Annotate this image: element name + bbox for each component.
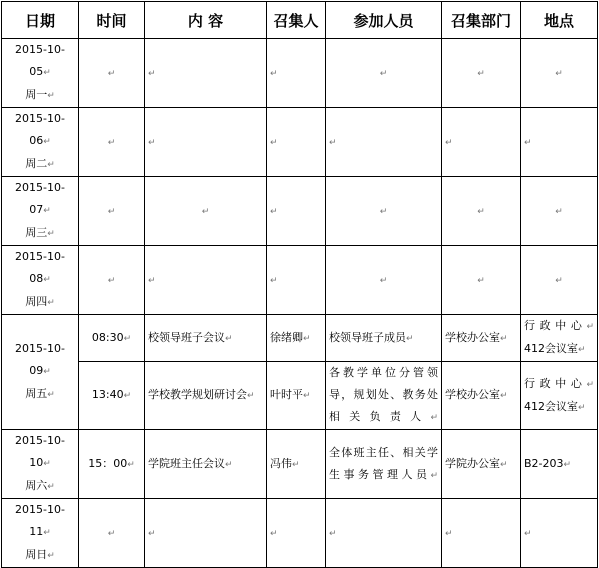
time-cell (79, 362, 145, 430)
time-cell (79, 315, 145, 362)
paragraph-mark-icon: ↵ (47, 91, 55, 101)
paragraph-mark-icon: ↵ (148, 68, 156, 79)
date-cell (2, 39, 79, 108)
schedule-table (1, 1, 598, 568)
paragraph-mark-icon: ↵ (148, 137, 156, 148)
paragraph-mark-icon: ↵ (43, 367, 51, 377)
convener-cell (267, 315, 326, 362)
attendees-cell (326, 315, 442, 362)
table-row (2, 177, 598, 246)
paragraph-mark-icon: ↵ (47, 229, 55, 239)
convener-cell (267, 108, 326, 177)
paragraph-mark-icon: ↵ (563, 459, 572, 470)
paragraph-mark-icon: ↵ (43, 206, 51, 216)
place-cell (521, 499, 598, 568)
paragraph-mark-icon: ↵ (107, 68, 116, 79)
paragraph-mark-icon: ↵ (43, 459, 51, 469)
attendees-cell (326, 430, 442, 499)
paragraph-mark-icon: ↵ (445, 137, 453, 148)
time-cell (79, 177, 145, 246)
paragraph-mark-icon: ↵ (329, 528, 337, 539)
convener-cell (267, 499, 326, 568)
paragraph-mark-icon: ↵ (201, 206, 210, 217)
paragraph-mark-icon: ↵ (430, 470, 438, 481)
weekday-text: 周三 (25, 226, 48, 239)
paragraph-mark-icon: ↵ (555, 275, 563, 286)
paragraph-mark-icon: ↵ (578, 402, 586, 413)
content-cell (145, 499, 267, 568)
paragraph-mark-icon: ↵ (47, 390, 55, 400)
paragraph-mark-icon: ↵ (578, 345, 586, 355)
paragraph-mark-icon: ↵ (303, 333, 311, 344)
paragraph-mark-icon: ↵ (430, 413, 438, 423)
header-attendees: 参加人员 (326, 2, 442, 39)
time-text: 13:40 (91, 388, 124, 401)
paragraph-mark-icon: ↵ (225, 333, 233, 344)
attendees-text: 各教学单位分管领导，规划处、教务处相关负责人 (329, 366, 438, 423)
paragraph-mark-icon: ↵ (270, 528, 278, 539)
time-text: 15：00 (88, 456, 128, 470)
content-text: 学院班主任会议 (148, 456, 225, 470)
convener-text: 叶时平 (270, 388, 303, 401)
table-row (2, 430, 598, 499)
place-room-text: 412会议室 (524, 342, 578, 355)
dept-cell (442, 315, 521, 362)
paragraph-mark-icon: ↵ (500, 391, 508, 401)
time-cell (79, 246, 145, 315)
paragraph-mark-icon: ↵ (225, 459, 233, 470)
paragraph-mark-icon: ↵ (47, 551, 55, 561)
paragraph-mark-icon: ↵ (524, 137, 532, 148)
dept-text: 学校办公室 (445, 388, 500, 401)
header-convener: 召集人 (267, 2, 326, 39)
paragraph-mark-icon: ↵ (270, 206, 278, 217)
place-cell (521, 362, 598, 430)
place-text: 行政中心 (524, 319, 587, 332)
convener-cell (267, 430, 326, 499)
paragraph-mark-icon: ↵ (107, 528, 116, 539)
place-cell (521, 108, 598, 177)
attendees-cell (326, 362, 442, 430)
dept-text: 学校办公室 (445, 330, 500, 344)
attendees-text: 全体班主任、相关学生事务管理人员 (329, 445, 438, 481)
attendees-cell (326, 246, 442, 315)
content-cell (145, 39, 267, 108)
convener-text: 冯伟 (270, 456, 292, 470)
attendees-cell (326, 499, 442, 568)
paragraph-mark-icon: ↵ (123, 333, 132, 344)
paragraph-mark-icon: ↵ (247, 391, 255, 401)
paragraph-mark-icon: ↵ (123, 391, 132, 401)
paragraph-mark-icon: ↵ (477, 275, 485, 286)
paragraph-mark-icon: ↵ (379, 275, 388, 286)
dept-cell (442, 362, 521, 430)
paragraph-mark-icon: ↵ (43, 68, 51, 78)
date-cell (2, 108, 79, 177)
date-text: 2015-10-05 (15, 43, 65, 78)
time-cell (79, 39, 145, 108)
paragraph-mark-icon: ↵ (292, 459, 300, 470)
paragraph-mark-icon: ↵ (445, 528, 453, 539)
paragraph-mark-icon: ↵ (107, 275, 116, 286)
date-text: 2015-10-07 (15, 181, 65, 216)
content-cell (145, 315, 267, 362)
paragraph-mark-icon: ↵ (107, 137, 116, 148)
date-cell (2, 246, 79, 315)
convener-cell (267, 177, 326, 246)
attendees-cell (326, 108, 442, 177)
dept-cell (442, 246, 521, 315)
content-text: 校领导班子会议 (148, 330, 225, 344)
time-text: 08:30 (91, 330, 124, 344)
place-cell (521, 39, 598, 108)
date-text: 2015-10-10 (15, 434, 65, 469)
convener-cell (267, 362, 326, 430)
content-cell (145, 430, 267, 499)
dept-cell (442, 39, 521, 108)
place-cell (521, 315, 598, 362)
header-date: 日期 (2, 2, 79, 39)
paragraph-mark-icon: ↵ (406, 333, 414, 344)
paragraph-mark-icon: ↵ (107, 206, 116, 217)
paragraph-mark-icon: ↵ (270, 137, 278, 148)
place-room-text: 412会议室 (524, 399, 578, 413)
dept-cell (442, 430, 521, 499)
paragraph-mark-icon: ↵ (379, 68, 388, 79)
content-text: 学校教学规划研讨会 (148, 388, 247, 401)
time-cell (79, 430, 145, 499)
table-row (2, 108, 598, 177)
time-cell (79, 499, 145, 568)
paragraph-mark-icon: ↵ (586, 379, 594, 390)
paragraph-mark-icon: ↵ (500, 333, 508, 344)
weekday-text: 周一 (25, 88, 48, 101)
attendees-text: 校领导班子成员 (329, 330, 406, 344)
paragraph-mark-icon: ↵ (43, 137, 51, 147)
header-time: 时间 (79, 2, 145, 39)
convener-text: 徐绪卿 (270, 330, 303, 344)
paragraph-mark-icon: ↵ (586, 322, 594, 332)
date-cell (2, 315, 79, 430)
weekday-text: 周四 (25, 295, 48, 308)
place-cell (521, 177, 598, 246)
content-cell (145, 108, 267, 177)
paragraph-mark-icon: ↵ (47, 482, 55, 492)
table-row (2, 39, 598, 108)
weekday-text: 周五 (25, 387, 48, 400)
weekday-text: 周日 (25, 548, 48, 561)
date-cell (2, 499, 79, 568)
dept-text: 学院办公室 (445, 456, 500, 470)
paragraph-mark-icon: ↵ (500, 459, 508, 470)
paragraph-mark-icon: ↵ (47, 160, 55, 170)
dept-cell (442, 108, 521, 177)
attendees-cell (326, 177, 442, 246)
paragraph-mark-icon: ↵ (127, 459, 135, 470)
date-text: 2015-10-08 (15, 250, 65, 285)
content-cell (145, 177, 267, 246)
date-cell (2, 177, 79, 246)
header-row (2, 2, 598, 39)
time-cell (79, 108, 145, 177)
convener-cell (267, 246, 326, 315)
weekday-text: 周二 (25, 157, 48, 170)
paragraph-mark-icon: ↵ (47, 298, 55, 308)
content-cell (145, 246, 267, 315)
date-text: 2015-10-09 (15, 342, 65, 377)
paragraph-mark-icon: ↵ (477, 206, 485, 217)
paragraph-mark-icon: ↵ (148, 275, 156, 286)
paragraph-mark-icon: ↵ (329, 137, 337, 148)
header-dept: 召集部门 (442, 2, 521, 39)
paragraph-mark-icon: ↵ (555, 68, 563, 79)
paragraph-mark-icon: ↵ (148, 528, 156, 539)
dept-cell (442, 499, 521, 568)
paragraph-mark-icon: ↵ (555, 206, 563, 217)
paragraph-mark-icon: ↵ (43, 528, 51, 538)
date-text: 2015-10-11 (15, 503, 65, 538)
convener-cell (267, 39, 326, 108)
paragraph-mark-icon: ↵ (303, 391, 311, 401)
paragraph-mark-icon: ↵ (270, 275, 278, 286)
paragraph-mark-icon: ↵ (270, 68, 278, 79)
header-place: 地点 (521, 2, 598, 39)
place-text: 行政中心 (524, 376, 587, 390)
place-text: B2-203 (524, 456, 564, 470)
table-row (2, 499, 598, 568)
table-row (2, 246, 598, 315)
weekday-text: 周六 (25, 479, 48, 492)
place-cell (521, 246, 598, 315)
paragraph-mark-icon: ↵ (477, 68, 485, 79)
table-row (2, 315, 598, 362)
paragraph-mark-icon: ↵ (524, 528, 532, 539)
content-cell (145, 362, 267, 430)
date-text: 2015-10-06 (15, 112, 65, 147)
place-cell (521, 430, 598, 499)
paragraph-mark-icon: ↵ (43, 275, 51, 285)
date-cell (2, 430, 79, 499)
header-content: 内 容 (145, 2, 267, 39)
dept-cell (442, 177, 521, 246)
table-row (2, 362, 598, 430)
paragraph-mark-icon: ↵ (379, 206, 388, 217)
attendees-cell (326, 39, 442, 108)
